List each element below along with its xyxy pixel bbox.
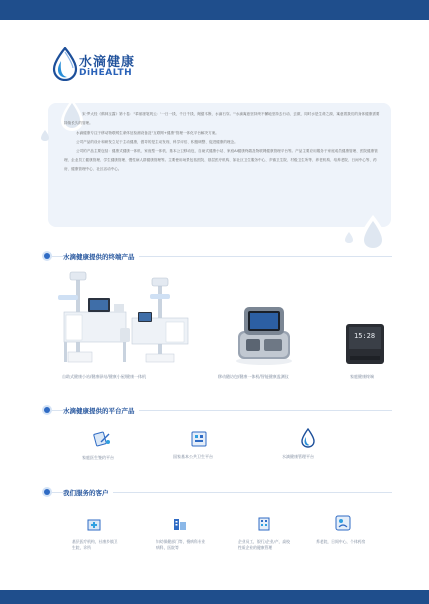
doctor-contract-icon bbox=[92, 430, 112, 448]
hospital-building-icon bbox=[172, 516, 188, 532]
section-bullet bbox=[44, 489, 50, 495]
brand-name-en: DiHEALTH bbox=[79, 68, 133, 78]
product-tag-2 bbox=[150, 294, 170, 299]
platform-label-2: 国家基本公共卫生平台 bbox=[173, 454, 213, 459]
terminal-clock: 15:28 bbox=[354, 332, 376, 340]
brand-logo bbox=[52, 47, 162, 83]
caption-mobile-kit: 移动随访包/健康一体机/智能健康监测仪 bbox=[218, 374, 289, 379]
caption-home-terminal: 家庭健康终端 bbox=[350, 374, 374, 379]
mobile-followup-kit-image bbox=[232, 305, 296, 367]
bottom-banner bbox=[0, 590, 429, 604]
intro-paragraph-3: 公司产品的设计和研发立足于主动健康，倡导的是主动发现、科学评估、积极调整、促进健康的理念。 bbox=[76, 140, 238, 144]
public-health-platform-icon bbox=[190, 430, 208, 448]
platform-label-3: 水滴健康管理平台 bbox=[282, 454, 314, 459]
intro-paragraph-1: 宋·罗大经《鹤林玉露》第十卷："乖崖援笔判云：'一日一钱，千日千钱，绳锯木断，水滴石穿。'"水滴寓意坚持终不懈地坚持去行动、去做，同时水是生命之源，寓意着我们的身体健康需要持续长久的管理。 bbox=[64, 112, 380, 125]
water-drop-decoration-icon bbox=[356, 213, 390, 255]
client-label-3: 企业员工，银行/企业/产，高校性质企业的健康管理 bbox=[238, 539, 290, 550]
client-label-4: 养老院，日间中心，个体药房 bbox=[316, 539, 366, 544]
brand-name-cn: 水滴健康 bbox=[79, 55, 136, 70]
top-banner bbox=[0, 0, 429, 20]
client-label-1: 基层医疗机构，社康乡镇卫生院，诊所 bbox=[72, 539, 118, 550]
elderly-care-icon bbox=[334, 514, 352, 532]
clinic-icon bbox=[86, 516, 102, 532]
small-drop-icon bbox=[344, 231, 354, 244]
enterprise-building-icon bbox=[256, 516, 272, 532]
section-title-platform: 水滴健康提供的平台产品 bbox=[63, 406, 139, 415]
product-tag-1 bbox=[58, 295, 78, 300]
intro-paragraph-2: 水滴健康专注于移动物联网生命体征检测设备及"互联网+健康"管理一体化平台解决方案。 bbox=[76, 131, 219, 135]
water-drop-logo-icon bbox=[52, 47, 78, 81]
intro-paragraph-4: 公司的产品主要包括：健康式健康一体机、家庭型一体机、基本公卫移动包、自助式健康小站、家庭AI健康终端及物联网健康管理平台等。产品主要应用服务于家庭成员健康管理、医院健康管理、企业员工健康管理、学生健康管理、慢性病人群健康管理等。主要使用场景包括医院、基层医疗机构、如社区卫生服务中心、乡镇卫生院、村级卫生所等、养老机构、培养老院、日间中心等、药房、健康管理中心、社区活动中心。 bbox=[64, 149, 378, 171]
client-label-2: 妇幼保健部门等，慢病科专业病科，医院等 bbox=[156, 539, 206, 550]
caption-kiosk: 自助式健康小站/健康驿站/健康小屋/健康一体机 bbox=[62, 374, 147, 379]
section-title-clients: 我们服务的客户 bbox=[63, 488, 113, 497]
section-title-terminal: 水滴健康提供的终端产品 bbox=[63, 252, 139, 261]
home-health-terminal-image bbox=[344, 322, 386, 366]
water-drop-platform-icon bbox=[300, 428, 316, 448]
small-drop-icon bbox=[40, 129, 50, 142]
section-bullet bbox=[44, 407, 50, 413]
health-kiosk-image bbox=[62, 268, 192, 370]
intro-box bbox=[48, 103, 391, 227]
section-bullet bbox=[44, 253, 50, 259]
platform-label-1: 家庭医生签约平台 bbox=[82, 455, 114, 460]
